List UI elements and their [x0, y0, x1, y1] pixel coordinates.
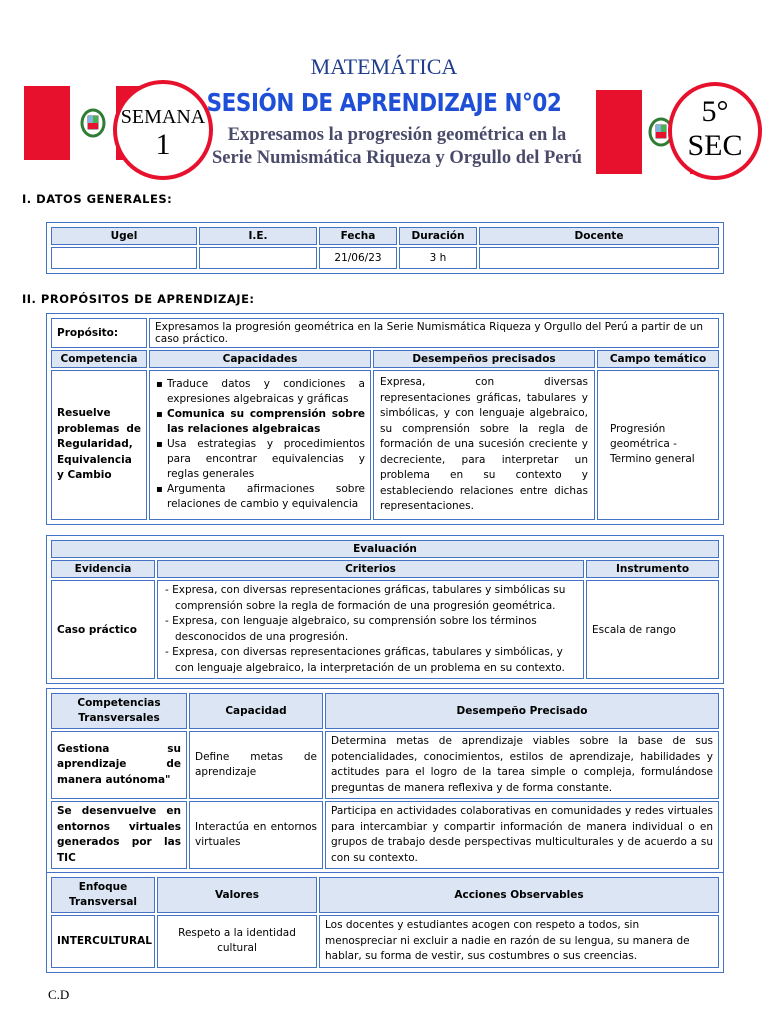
evaluacion-title: Evaluación	[51, 540, 719, 558]
header-instrumento: Instrumento	[586, 560, 719, 578]
header-fecha: Fecha	[319, 227, 397, 245]
header-ugel: Ugel	[51, 227, 197, 245]
capacidades-list	[155, 377, 365, 512]
value-ugel	[51, 247, 197, 269]
week-number: 1	[155, 128, 171, 161]
value-duracion: 3 h	[399, 247, 477, 269]
header-competencia: Competencia	[51, 350, 147, 368]
list-item: ▪ Traduce datos y condiciones a expresiones algebraicas y gráficas	[167, 377, 365, 407]
header-evidencia: Evidencia	[51, 560, 155, 578]
header-comp-transversales: Competencias Transversales	[51, 693, 187, 729]
header-desempeno-precisado: Desempeño Precisado	[325, 693, 719, 729]
section-propositos: II. PROPÓSITOS DE APRENDIZAJE:	[22, 292, 255, 306]
value-fecha: 21/06/23	[319, 247, 397, 269]
capacidades-cell	[149, 370, 371, 520]
evaluacion-table	[46, 535, 724, 684]
transversal-desempeno: Determina metas de aprendizaje viables sobre la base de sus potencialidades, conocimientos, estilos de aprendizaje, habilidades y actitudes para el logro de la tarea simple o compleja, formulándose preguntas de manera reflexiva y de forma constante.	[325, 731, 719, 799]
evidencia-text: Caso práctico	[51, 580, 155, 679]
value-ie	[199, 247, 317, 269]
transversal-capacidad: Interactúa en entornos virtuales	[189, 801, 323, 869]
subject-title: MATEMÁTICA	[310, 54, 458, 79]
session-title: SESIÓN DE APRENDIZAJE N°02	[206, 88, 562, 117]
grade-badge	[668, 82, 762, 180]
week-label: SEMANA	[120, 106, 206, 128]
enfoque-text: INTERCULTURAL	[51, 915, 155, 968]
header-capacidad: Capacidad	[189, 693, 323, 729]
valores-text: Respeto a la identidad cultural	[157, 915, 317, 968]
header-campo: Campo temático	[597, 350, 719, 368]
header-criterios: Criterios	[157, 560, 584, 578]
header-enfoque: Enfoque Transversal	[51, 877, 155, 913]
grade-number: 5°	[701, 95, 729, 128]
header-acciones: Acciones Observables	[319, 877, 719, 913]
purpose-label: Propósito:	[51, 318, 147, 348]
header-duracion: Duración	[399, 227, 477, 245]
criterio-item: - Expresa, con lenguaje algebraico, su comprensión sobre los términos desconocidos de una progresión.	[165, 615, 537, 643]
list-item: ▪ Argumenta afirmaciones sobre relaciones de cambio y equivalencia	[167, 482, 365, 512]
campo-text: Progresión geométrica -Termino general	[597, 370, 719, 520]
grade-level: SEC	[687, 129, 743, 162]
footer-text: C.D	[48, 987, 70, 1002]
transversales-table	[46, 688, 724, 874]
propositos-table	[46, 313, 724, 525]
table-row	[51, 731, 719, 799]
header-capacidades: Capacidades	[149, 350, 371, 368]
transversal-competencia: Gestiona su aprendizaje de manera autónoma"	[51, 731, 187, 799]
competencia-text: Resuelve problemas de Regularidad, Equivalencia y Cambio	[51, 370, 147, 520]
header-desempenos: Desempeños precisados	[373, 350, 595, 368]
transversal-competencia: Se desenvuelve en entornos virtuales generados por las TIC	[51, 801, 187, 869]
list-item: ▪ Comunica su comprensión sobre las relaciones algebraicas	[167, 407, 365, 437]
header-docente: Docente	[479, 227, 719, 245]
criterio-item: - Expresa, con diversas representaciones gráficas, tabulares y simbólicas su comprensión sobre la regla de formación de una progresión geométrica.	[165, 584, 566, 612]
purpose-text: Expresamos la progresión geométrica en la Serie Numismática Riqueza y Orgullo del Perú a partir de un caso práctico.	[149, 318, 719, 348]
acciones-text: Los docentes y estudiantes acogen con respeto a todos, sin menospreciar ni excluir a nadie en razón de su lengua, su manera de hablar, su forma de vestir, sus costumbres o sus creencias.	[319, 915, 719, 968]
desempeno-text: Expresa, con diversas representaciones gráficas, tabulares y simbólicas, y con lenguaje algebraico, su comprensión sobre la regla de formación de una sucesión creciente y decreciente, para interpretar un problema en su contexto y estableciendo relaciones entre dichas representaciones.	[373, 370, 595, 520]
transversal-capacidad: Define metas de aprendizaje	[189, 731, 323, 799]
session-subtitle: Expresamos la progresión geométrica en la Serie Numismática Riqueza y Orgullo del Perú	[212, 125, 582, 168]
list-item: ▪ Usa estrategias y procedimientos para encontrar equivalencias y reglas generales	[167, 437, 365, 482]
transversal-desempeno: Participa en actividades colaborativas en comunidades y redes virtuales para intercambiar y compartir información de manera individual o en grupos de trabajo desde perspectivas multiculturales y de acuerdo a su con su contexto.	[325, 801, 719, 869]
header-ie: I.E.	[199, 227, 317, 245]
section-datos-generales: I. DATOS GENERALES:	[22, 192, 173, 206]
datos-generales-table	[46, 222, 724, 274]
enfoque-table	[46, 872, 724, 973]
table-row	[51, 801, 719, 869]
instrumento-text: Escala de rango	[586, 580, 719, 679]
value-docente	[479, 247, 719, 269]
criterio-item: - Expresa, con diversas representaciones gráficas, tabulares y simbólicas, y con lenguaje algebraico, la interpretación de un problema en su contexto.	[165, 646, 565, 674]
criterios-cell	[157, 580, 584, 679]
header-valores: Valores	[157, 877, 317, 913]
